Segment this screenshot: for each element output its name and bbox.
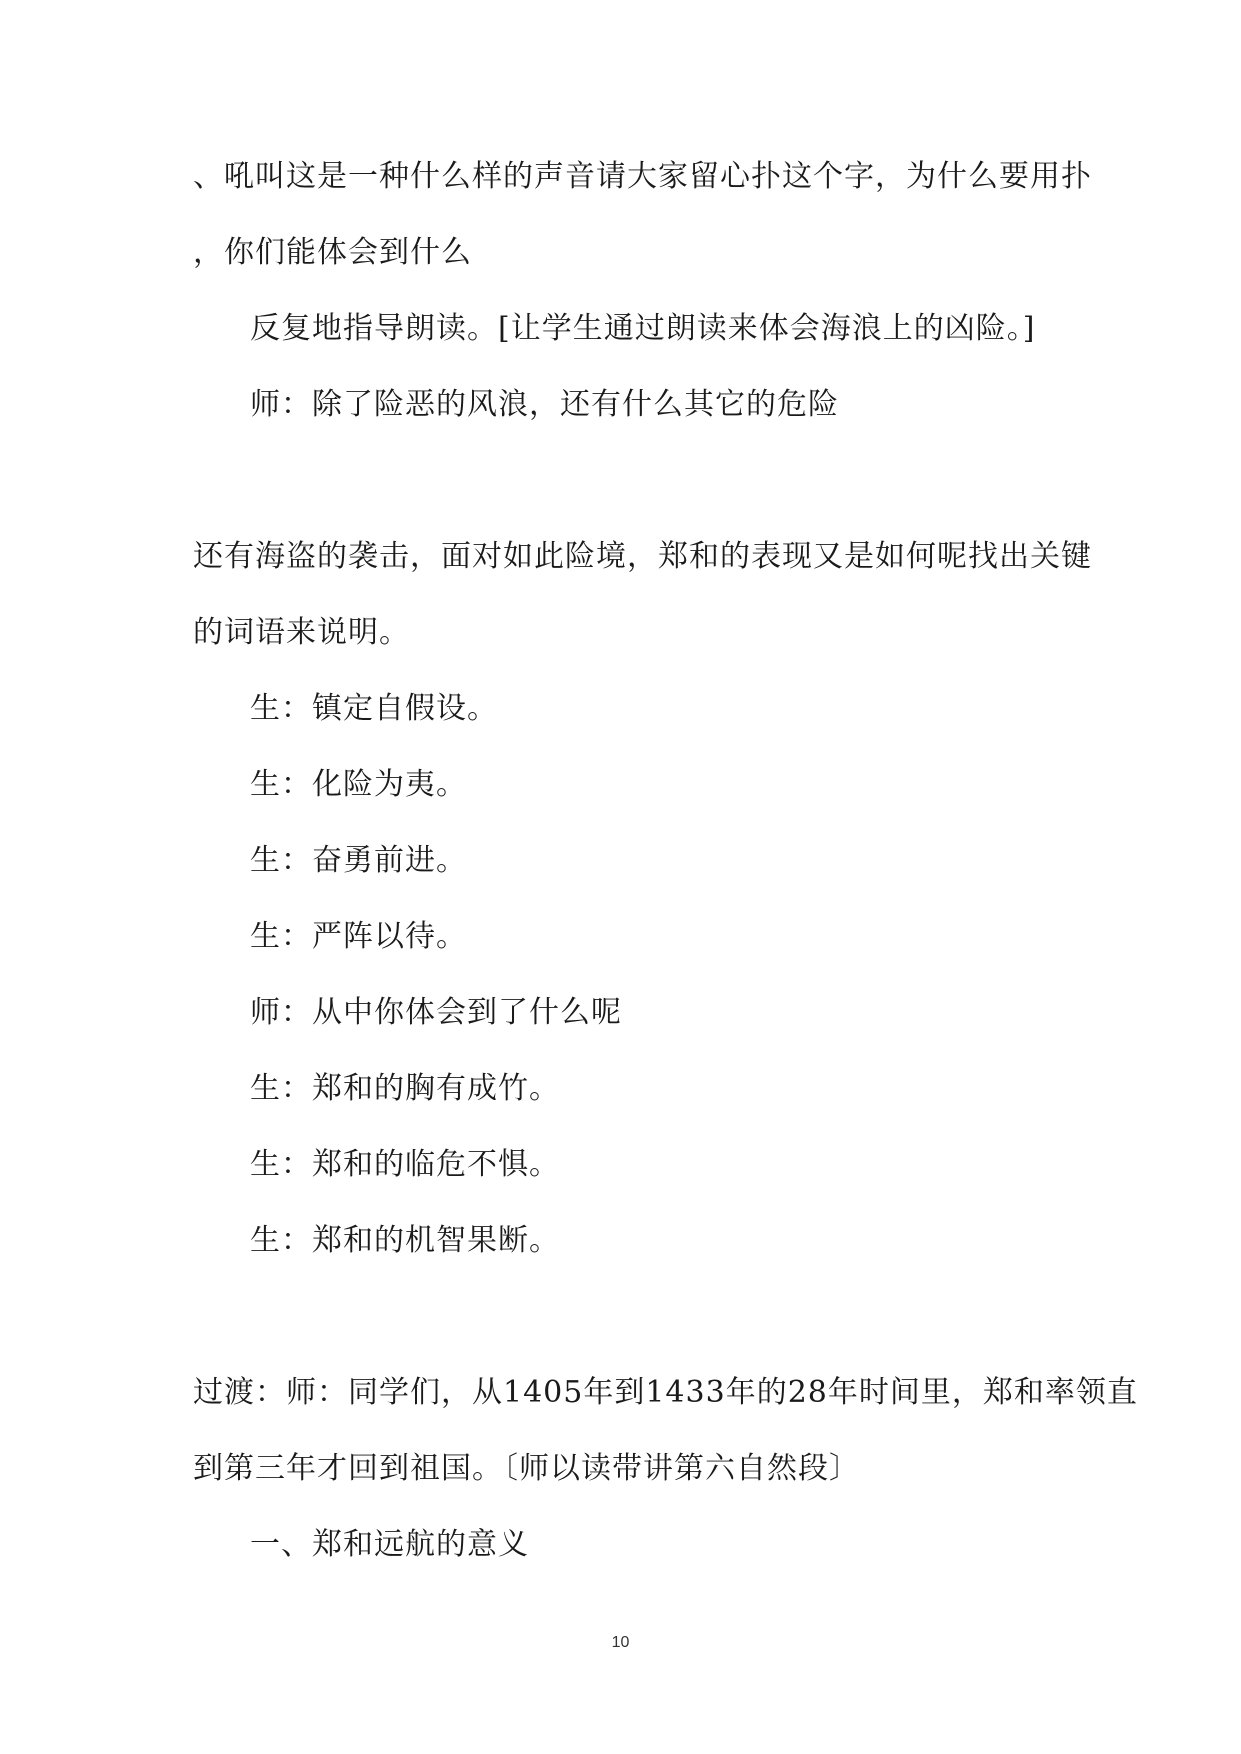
text-line-5: 还有海盗的袭击，面对如此险境，郑和的表现又是如何呢找出关键 bbox=[193, 539, 1092, 574]
text-line-7: 生：镇定自假设。 bbox=[250, 691, 498, 726]
text-line-8: 生：化险为夷。 bbox=[250, 767, 467, 802]
text-line-13: 生：郑和的临危不惧。 bbox=[250, 1147, 560, 1182]
text-line-4: 师：除了险恶的风浪，还有什么其它的危险 bbox=[250, 387, 839, 422]
text-line-1: 、吼叫这是一种什么样的声音请大家留心扑这个字，为什么要用扑 bbox=[193, 159, 1092, 194]
text-line-15: 过渡：师：同学们，从1405年到1433年的28年时间里，郑和率领直 bbox=[193, 1375, 1138, 1410]
text-line-3: 反复地指导朗读。[让学生通过朗读来体会海浪上的凶险。] bbox=[250, 311, 1036, 346]
text-line-10: 生：严阵以待。 bbox=[250, 919, 467, 954]
text-line-6: 的词语来说明。 bbox=[193, 615, 410, 650]
text-line-17: 一、郑和远航的意义 bbox=[250, 1527, 529, 1562]
page-number: 10 bbox=[611, 1634, 630, 1651]
text-line-16: 到第三年才回到祖国。〔师以读带讲第六自然段〕 bbox=[193, 1451, 860, 1486]
text-line-2: ，你们能体会到什么 bbox=[193, 235, 472, 270]
text-line-9: 生：奋勇前进。 bbox=[250, 843, 467, 878]
text-line-11: 师：从中你体会到了什么呢 bbox=[250, 995, 622, 1030]
text-line-12: 生：郑和的胸有成竹。 bbox=[250, 1071, 560, 1106]
text-line-14: 生：郑和的机智果断。 bbox=[250, 1223, 560, 1258]
